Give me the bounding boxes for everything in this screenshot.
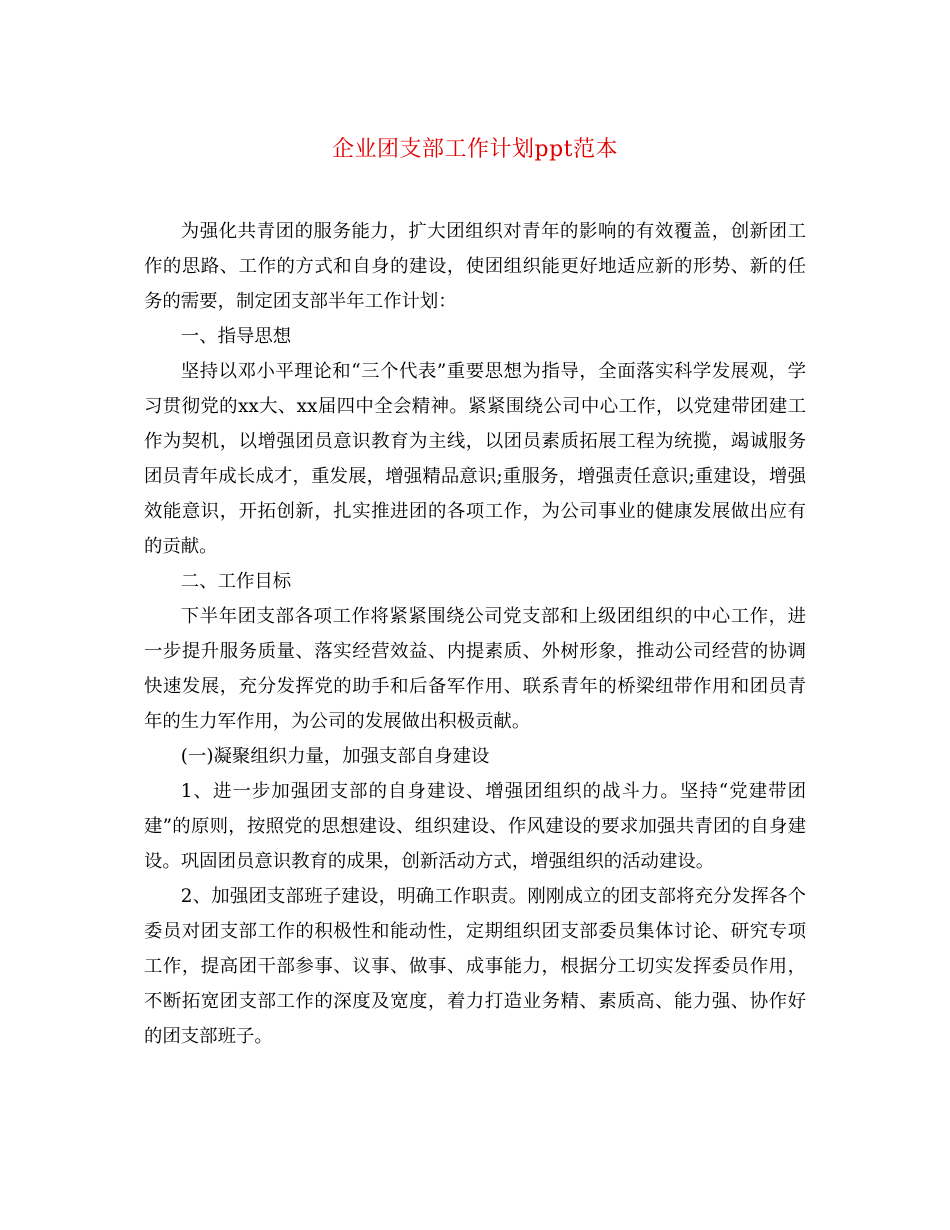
- document-title: 企业团支部工作计划ppt范本: [331, 137, 618, 162]
- paragraph-item-2: 2、加强团支部班子建设，明确工作职责。刚刚成立的团支部将充分发挥各个委员对团支部工作的积极性和能动性，定期组织团支部委员集体讨论、研究专项工作，提高团干部参事、议事、做事、成事能力，根据分工切实发挥委员作用，不断拓宽团支部工作的深度及宽度，着力打造业务精、素质高、能力强、协作好的团支部班子。: [144, 886, 806, 1047]
- paragraph-item-1: 1、进一步加强团支部的自身建设、增强团组织的战斗力。坚持“党建带团建”的原则，按照党的思想建设、组织建设、作风建设的要求加强共青团的自身建设。巩固团员意识教育的成果，创新活动方式，增强组织的活动建设。: [144, 781, 806, 872]
- subsection-heading-organization: (一)凝聚组织力量，加强支部自身建设: [180, 746, 490, 767]
- paragraph-intro: 为强化共青团的服务能力，扩大团组织对青年的影响的有效覆盖，创新团工作的思路、工作的方式和自身的建设，使团组织能更好地适应新的形势、新的任务的需要，制定团支部半年工作计划：: [144, 221, 806, 312]
- section-heading-guiding-ideology: 一、指导思想: [180, 326, 292, 347]
- document-body: [144, 214, 806, 1054]
- section-heading-work-goals: 二、工作目标: [180, 571, 292, 592]
- paragraph-guiding-ideology: 坚持以邓小平理论和“三个代表”重要思想为指导，全面落实科学发展观，学习贯彻党的xx大、xx届四中全会精神。紧紧围绕公司中心工作，以党建带团建工作为契机，以增强团员意识教育为主线，以团员素质拓展工程为统揽，竭诚服务团员青年成长成才，重发展，增强精品意识;重服务，增强责任意识;重建设，增强效能意识，开拓创新，扎实推进团的各项工作，为公司事业的健康发展做出应有的贡献。: [144, 361, 806, 557]
- paragraph-work-goals: 下半年团支部各项工作将紧紧围绕公司党支部和上级团组织的中心工作，进一步提升服务质量、落实经营效益、内提素质、外树形象，推动公司经营的协调快速发展，充分发挥党的助手和后备军作用、联系青年的桥梁纽带作用和团员青年的生力军作用，为公司的发展做出积极贡献。: [144, 606, 806, 732]
